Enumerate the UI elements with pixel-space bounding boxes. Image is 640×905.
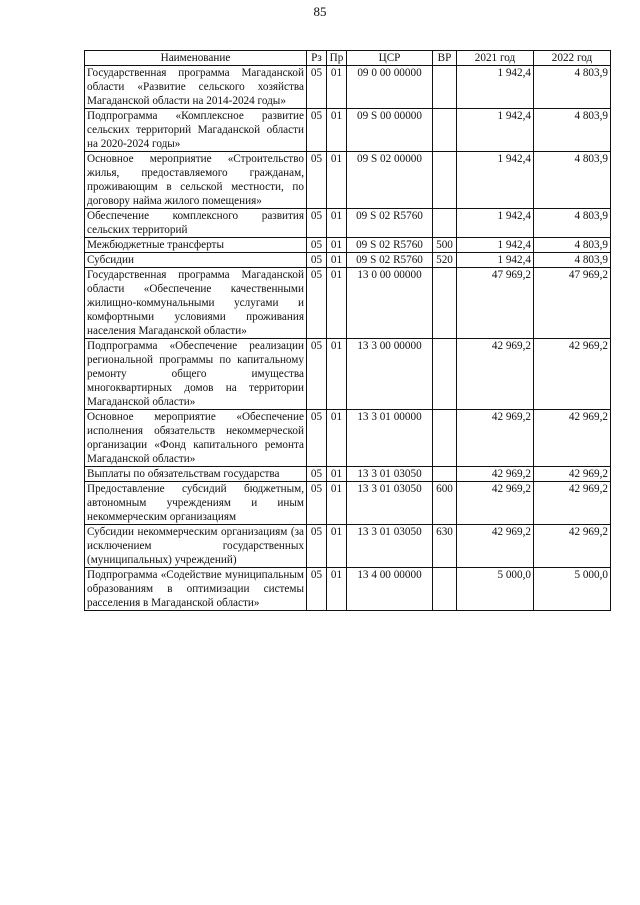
row-pr: 01 bbox=[327, 209, 347, 238]
table-row bbox=[85, 339, 611, 410]
row-rz: 05 bbox=[307, 410, 327, 467]
row-name: Предоставление субсидий бюджетным, автономным учреждениям и иным некоммерческим организациям bbox=[85, 482, 307, 525]
row-amount-2021: 42 969,2 bbox=[457, 482, 534, 525]
row-rz: 05 bbox=[307, 238, 327, 253]
row-pr: 01 bbox=[327, 109, 347, 152]
row-pr: 01 bbox=[327, 568, 347, 611]
row-csr: 13 3 01 03050 bbox=[347, 467, 433, 482]
row-rz: 05 bbox=[307, 525, 327, 568]
row-amount-2021: 42 969,2 bbox=[457, 467, 534, 482]
row-name: Государственная программа Магаданской области «Обеспечение качественными жилищно-коммунальными услугами и комфортными условиями проживания населения Магаданской области» bbox=[85, 268, 307, 339]
row-amount-2021: 42 969,2 bbox=[457, 410, 534, 467]
row-vr: 500 bbox=[433, 238, 457, 253]
row-csr: 13 3 00 00000 bbox=[347, 339, 433, 410]
row-vr bbox=[433, 209, 457, 238]
row-name: Подпрограмма «Комплексное развитие сельских территорий Магаданской области на 2020-2024 годы» bbox=[85, 109, 307, 152]
header-2021: 2021 год bbox=[457, 51, 534, 66]
row-amount-2021: 1 942,4 bbox=[457, 253, 534, 268]
row-pr: 01 bbox=[327, 467, 347, 482]
row-amount-2021: 5 000,0 bbox=[457, 568, 534, 611]
row-amount-2021: 1 942,4 bbox=[457, 209, 534, 238]
row-vr: 600 bbox=[433, 482, 457, 525]
row-rz: 05 bbox=[307, 482, 327, 525]
header-pr: Пр bbox=[327, 51, 347, 66]
row-csr: 09 S 02 00000 bbox=[347, 152, 433, 209]
row-pr: 01 bbox=[327, 525, 347, 568]
page-number: 85 bbox=[313, 4, 327, 19]
row-name: Основное мероприятие «Строительство жилья, предоставляемого гражданам, проживающим в сельской местности, по договору найма жилого помещения» bbox=[85, 152, 307, 209]
row-name: Подпрограмма «Содействие муниципальным образованиям в оптимизации системы расселения в Магаданской области» bbox=[85, 568, 307, 611]
row-csr: 13 3 01 03050 bbox=[347, 482, 433, 525]
row-amount-2022: 5 000,0 bbox=[534, 568, 611, 611]
row-rz: 05 bbox=[307, 253, 327, 268]
row-amount-2021: 42 969,2 bbox=[457, 339, 534, 410]
row-name: Выплаты по обязательствам государства bbox=[85, 467, 307, 482]
row-rz: 05 bbox=[307, 66, 327, 109]
table-row bbox=[85, 525, 611, 568]
row-amount-2022: 42 969,2 bbox=[534, 339, 611, 410]
row-csr: 09 S 00 00000 bbox=[347, 109, 433, 152]
row-name: Подпрограмма «Обеспечение реализации региональной программы по капитальному ремонту общего имущества многоквартирных домов на территории Магаданской области» bbox=[85, 339, 307, 410]
row-amount-2021: 1 942,4 bbox=[457, 66, 534, 109]
row-vr bbox=[433, 467, 457, 482]
header-rz: Рз bbox=[307, 51, 327, 66]
row-name: Межбюджетные трансферты bbox=[85, 238, 307, 253]
row-vr bbox=[433, 339, 457, 410]
row-vr bbox=[433, 568, 457, 611]
row-vr bbox=[433, 410, 457, 467]
row-amount-2021: 1 942,4 bbox=[457, 109, 534, 152]
row-rz: 05 bbox=[307, 467, 327, 482]
row-rz: 05 bbox=[307, 268, 327, 339]
header-name: Наименование bbox=[85, 51, 307, 66]
row-amount-2021: 47 969,2 bbox=[457, 268, 534, 339]
row-csr: 09 S 02 R5760 bbox=[347, 209, 433, 238]
row-rz: 05 bbox=[307, 209, 327, 238]
row-csr: 09 S 02 R5760 bbox=[347, 238, 433, 253]
row-rz: 05 bbox=[307, 339, 327, 410]
row-pr: 01 bbox=[327, 66, 347, 109]
table-row bbox=[85, 268, 611, 339]
row-csr: 13 3 01 00000 bbox=[347, 410, 433, 467]
table-row bbox=[85, 410, 611, 467]
row-csr: 13 0 00 00000 bbox=[347, 268, 433, 339]
row-rz: 05 bbox=[307, 568, 327, 611]
table-row bbox=[85, 238, 611, 253]
row-pr: 01 bbox=[327, 152, 347, 209]
row-amount-2022: 4 803,9 bbox=[534, 238, 611, 253]
row-amount-2022: 47 969,2 bbox=[534, 268, 611, 339]
table-body bbox=[85, 66, 611, 611]
row-vr bbox=[433, 109, 457, 152]
row-name: Субсидии bbox=[85, 253, 307, 268]
row-name: Основное мероприятие «Обеспечение исполнения обязательств некоммерческой организации «Фонд капитального ремонта Магаданской области» bbox=[85, 410, 307, 467]
row-csr: 13 4 00 00000 bbox=[347, 568, 433, 611]
row-csr: 09 S 02 R5760 bbox=[347, 253, 433, 268]
row-amount-2022: 4 803,9 bbox=[534, 152, 611, 209]
row-pr: 01 bbox=[327, 410, 347, 467]
row-pr: 01 bbox=[327, 238, 347, 253]
row-vr: 630 bbox=[433, 525, 457, 568]
row-amount-2021: 1 942,4 bbox=[457, 152, 534, 209]
row-rz: 05 bbox=[307, 109, 327, 152]
budget-table bbox=[84, 50, 611, 611]
row-amount-2022: 4 803,9 bbox=[534, 253, 611, 268]
row-amount-2022: 42 969,2 bbox=[534, 482, 611, 525]
table-row bbox=[85, 467, 611, 482]
row-amount-2022: 42 969,2 bbox=[534, 525, 611, 568]
row-amount-2022: 42 969,2 bbox=[534, 410, 611, 467]
table-row bbox=[85, 482, 611, 525]
row-vr bbox=[433, 268, 457, 339]
table-row bbox=[85, 253, 611, 268]
table-row bbox=[85, 568, 611, 611]
table-row bbox=[85, 109, 611, 152]
row-csr: 09 0 00 00000 bbox=[347, 66, 433, 109]
table-row bbox=[85, 152, 611, 209]
row-vr bbox=[433, 66, 457, 109]
row-vr: 520 bbox=[433, 253, 457, 268]
row-pr: 01 bbox=[327, 482, 347, 525]
row-name: Государственная программа Магаданской области «Развитие сельского хозяйства Магаданской области на 2014-2024 годы» bbox=[85, 66, 307, 109]
table-header-row bbox=[85, 51, 611, 66]
row-amount-2021: 42 969,2 bbox=[457, 525, 534, 568]
table-row bbox=[85, 209, 611, 238]
row-pr: 01 bbox=[327, 268, 347, 339]
row-amount-2022: 4 803,9 bbox=[534, 66, 611, 109]
row-pr: 01 bbox=[327, 253, 347, 268]
header-vr: ВР bbox=[433, 51, 457, 66]
row-amount-2022: 42 969,2 bbox=[534, 467, 611, 482]
row-name: Обеспечение комплексного развития сельских территорий bbox=[85, 209, 307, 238]
row-amount-2022: 4 803,9 bbox=[534, 209, 611, 238]
row-amount-2021: 1 942,4 bbox=[457, 238, 534, 253]
row-vr bbox=[433, 152, 457, 209]
header-2022: 2022 год bbox=[534, 51, 611, 66]
row-name: Субсидии некоммерческим организациям (за исключением государственных (муниципальных) учреждений) bbox=[85, 525, 307, 568]
header-csr: ЦСР bbox=[347, 51, 433, 66]
table-row bbox=[85, 66, 611, 109]
row-pr: 01 bbox=[327, 339, 347, 410]
row-csr: 13 3 01 03050 bbox=[347, 525, 433, 568]
row-amount-2022: 4 803,9 bbox=[534, 109, 611, 152]
row-rz: 05 bbox=[307, 152, 327, 209]
